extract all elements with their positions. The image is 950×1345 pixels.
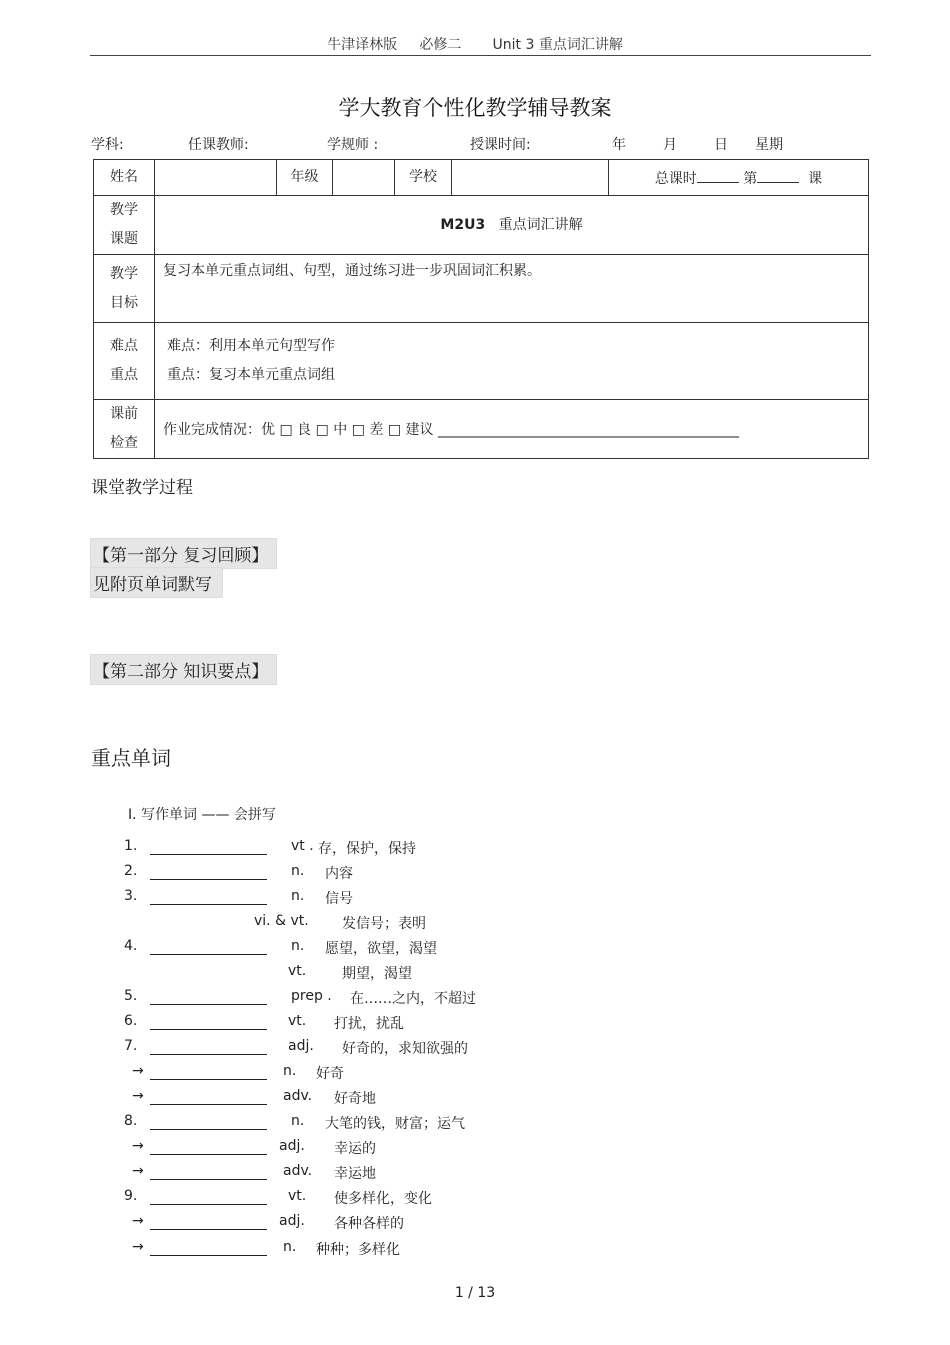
answer-blank[interactable] bbox=[150, 1204, 267, 1205]
answer-blank[interactable] bbox=[150, 1104, 267, 1105]
goal-label-line2: 目标 bbox=[110, 294, 138, 311]
part-of-speech: n. bbox=[283, 1063, 297, 1079]
name-value bbox=[155, 160, 277, 196]
word-meaning: 大笔的钱，财富；运气 bbox=[325, 1116, 465, 1132]
table-row bbox=[94, 196, 869, 255]
answer-blank[interactable] bbox=[150, 1255, 267, 1256]
arrow-icon: → bbox=[132, 1138, 144, 1154]
grade-label: 年级 bbox=[277, 160, 333, 196]
word-meaning: 好奇 bbox=[316, 1066, 344, 1082]
arrow-icon: → bbox=[132, 1213, 144, 1229]
word-meaning: 幸运地 bbox=[334, 1166, 376, 1182]
goal-text: 复习本单元重点词组、句型，通过练习进一步巩固词汇积累。 bbox=[155, 255, 869, 323]
key-points bbox=[155, 323, 869, 400]
answer-blank[interactable] bbox=[150, 1154, 267, 1155]
topic-label bbox=[94, 196, 155, 255]
topic-label-line1: 教学 bbox=[110, 202, 138, 218]
meta-month: 月 bbox=[663, 137, 677, 153]
item-number: 8. bbox=[124, 1113, 138, 1129]
key-label-line1: 难点 bbox=[110, 338, 138, 354]
word-meaning: 好奇的，求知欲强的 bbox=[342, 1041, 468, 1057]
answer-blank[interactable] bbox=[150, 1029, 267, 1030]
word-meaning: 内容 bbox=[325, 866, 353, 882]
header-book: 牛津译林版 bbox=[327, 37, 398, 53]
total-lessons-label: 总课时 bbox=[654, 170, 697, 187]
word-meaning: 各种各样的 bbox=[334, 1216, 404, 1232]
difficulty-text: 难点：利用本单元句型写作 bbox=[167, 338, 335, 354]
total-lessons-blank bbox=[697, 170, 739, 183]
topic-label-line2: 课题 bbox=[110, 231, 138, 247]
lesson-no-label: 第 bbox=[743, 170, 758, 187]
topic-value bbox=[155, 196, 869, 255]
item-number: 3. bbox=[124, 888, 138, 904]
meta-time: 授课时间: bbox=[470, 137, 531, 153]
goal-label bbox=[94, 255, 155, 323]
arrow-icon: → bbox=[132, 1063, 144, 1079]
meta-weekday: 星期 bbox=[755, 137, 783, 153]
item-number: 7. bbox=[124, 1038, 138, 1054]
word-meaning: 好奇地 bbox=[334, 1091, 376, 1107]
lesson-info-table bbox=[93, 159, 869, 459]
part1-title: 【第一部分 复习回顾】 bbox=[90, 538, 277, 569]
part-of-speech: n. bbox=[291, 888, 305, 904]
word-meaning: 信号 bbox=[325, 891, 353, 907]
part-of-speech: vi. & vt. bbox=[254, 913, 309, 929]
homework-check-text: 作业完成情况：优 □ 良 □ 中 □ 差 □ 建议 ___________________________________________ bbox=[155, 400, 869, 459]
arrow-icon: → bbox=[132, 1088, 144, 1104]
part-of-speech: adj. bbox=[288, 1038, 314, 1054]
part-of-speech: adv. bbox=[283, 1163, 313, 1179]
school-label: 学校 bbox=[395, 160, 452, 196]
table-row bbox=[94, 255, 869, 323]
header-rule bbox=[90, 55, 871, 56]
check-label bbox=[94, 400, 155, 459]
table-row bbox=[94, 323, 869, 400]
key-label bbox=[94, 323, 155, 400]
word-meaning: 种种；多样化 bbox=[316, 1242, 400, 1258]
meta-teacher: 任课教师: bbox=[188, 137, 249, 153]
header-unit: Unit 3 重点词汇讲解 bbox=[492, 37, 623, 53]
word-meaning: 在……之内，不超过 bbox=[350, 991, 476, 1007]
lesson-no-blank bbox=[757, 170, 799, 183]
header-volume: 必修二 bbox=[419, 37, 462, 53]
word-meaning: 存，保护，保持 bbox=[318, 841, 416, 857]
answer-blank[interactable] bbox=[150, 1179, 267, 1180]
key-label-line2: 重点 bbox=[110, 367, 138, 383]
item-number: 2. bbox=[124, 863, 138, 879]
answer-blank[interactable] bbox=[150, 1004, 267, 1005]
topic-code: M2U3 bbox=[440, 217, 486, 233]
part-of-speech: vt . bbox=[291, 838, 314, 854]
exercise-heading: Ⅰ. 写作单词 —— 会拼写 bbox=[128, 807, 276, 823]
answer-blank[interactable] bbox=[150, 854, 267, 855]
check-label-line1: 课前 bbox=[110, 406, 138, 422]
arrow-icon: → bbox=[132, 1239, 144, 1255]
answer-blank[interactable] bbox=[150, 904, 267, 905]
meta-year: 年 bbox=[612, 137, 626, 153]
word-meaning: 发信号；表明 bbox=[342, 916, 426, 932]
part2-title: 【第二部分 知识要点】 bbox=[90, 654, 277, 685]
part1-note: 见附页单词默写 bbox=[90, 567, 223, 598]
part-of-speech: vt. bbox=[288, 1188, 307, 1204]
part-of-speech: vt. bbox=[288, 963, 307, 979]
part-of-speech: prep . bbox=[291, 988, 332, 1004]
focus-text: 重点：复习本单元重点词组 bbox=[167, 367, 335, 383]
answer-blank[interactable] bbox=[150, 1129, 267, 1130]
answer-blank[interactable] bbox=[150, 1229, 267, 1230]
word-meaning: 愿望，欲望，渴望 bbox=[325, 941, 437, 957]
goal-label-line1: 教学 bbox=[110, 265, 138, 282]
meta-advisor: 学规师 : bbox=[327, 137, 379, 153]
item-number: 4. bbox=[124, 938, 138, 954]
item-number: 6. bbox=[124, 1013, 138, 1029]
lesson-label: 课 bbox=[808, 170, 823, 187]
word-meaning: 打扰，扰乱 bbox=[334, 1016, 404, 1032]
part-of-speech: adv. bbox=[283, 1088, 313, 1104]
meta-day: 日 bbox=[714, 137, 728, 153]
document-title: 学大教育个性化教学辅导教案 bbox=[338, 96, 612, 120]
page-number: 1 / 13 bbox=[454, 1285, 496, 1301]
answer-blank[interactable] bbox=[150, 1054, 267, 1055]
answer-blank[interactable] bbox=[150, 879, 267, 880]
table-row bbox=[94, 400, 869, 459]
word-meaning: 使多样化，变化 bbox=[334, 1191, 432, 1207]
running-header bbox=[0, 34, 950, 54]
part-of-speech: adj. bbox=[279, 1213, 305, 1229]
name-label: 姓名 bbox=[94, 160, 155, 196]
answer-blank[interactable] bbox=[150, 954, 267, 955]
table-row bbox=[94, 160, 869, 196]
word-meaning: 期望，渴望 bbox=[342, 966, 412, 982]
lesson-count bbox=[609, 160, 869, 196]
part-of-speech: adj. bbox=[279, 1138, 305, 1154]
check-label-line2: 检查 bbox=[110, 435, 138, 451]
answer-blank[interactable] bbox=[150, 1079, 267, 1080]
process-title: 课堂教学过程 bbox=[91, 478, 193, 498]
part-of-speech: vt. bbox=[288, 1013, 307, 1029]
item-number: 9. bbox=[124, 1188, 138, 1204]
part-of-speech: n. bbox=[291, 863, 305, 879]
grade-value bbox=[333, 160, 395, 196]
arrow-icon: → bbox=[132, 1163, 144, 1179]
part-of-speech: n. bbox=[283, 1239, 297, 1255]
item-number: 1. bbox=[124, 838, 138, 854]
meta-subject: 学科: bbox=[91, 137, 124, 153]
word-meaning: 幸运的 bbox=[334, 1141, 376, 1157]
part-of-speech: n. bbox=[291, 1113, 305, 1129]
part-of-speech: n. bbox=[291, 938, 305, 954]
topic-text: 重点词汇讲解 bbox=[498, 217, 583, 233]
key-words-title: 重点单词 bbox=[91, 746, 171, 770]
school-value bbox=[452, 160, 609, 196]
item-number: 5. bbox=[124, 988, 138, 1004]
